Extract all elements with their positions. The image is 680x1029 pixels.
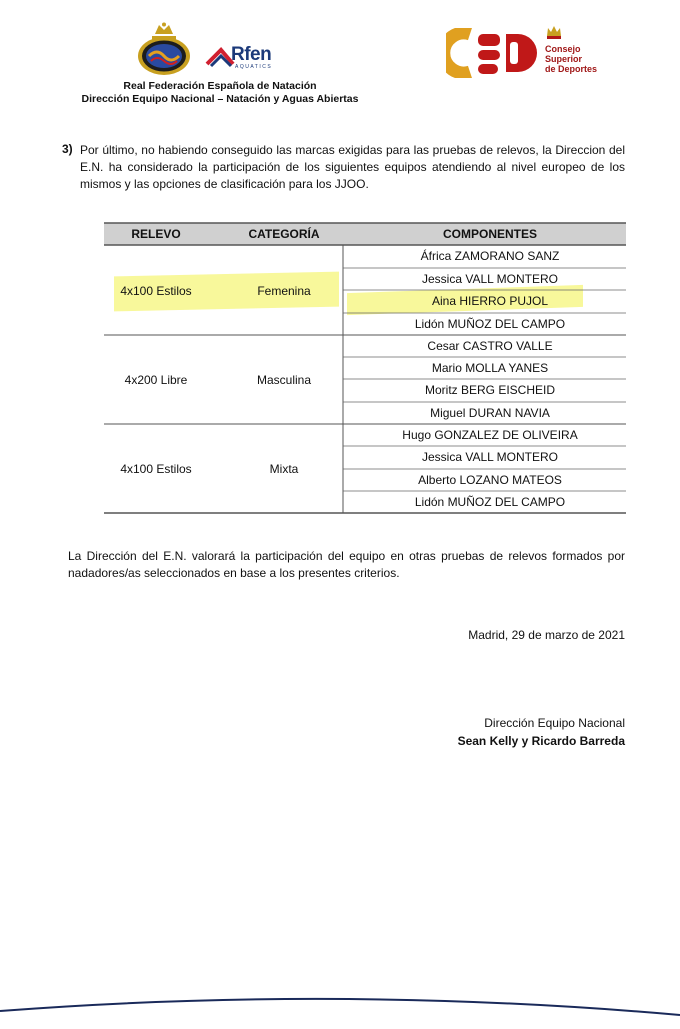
member-cell: Hugo GONZALEZ DE OLIVEIRA bbox=[402, 428, 578, 442]
csd-line: Superior bbox=[545, 54, 583, 64]
org-department: Dirección Equipo Nacional – Natación y Aguas Abiertas bbox=[81, 93, 359, 105]
csd-name bbox=[545, 44, 615, 74]
crown-icon bbox=[545, 22, 563, 40]
group-relevo: 4x100 Estilos bbox=[120, 462, 192, 476]
member-cell: Alberto LOZANO MATEOS bbox=[418, 473, 562, 487]
signature-department: Dirección Equipo Nacional bbox=[484, 716, 625, 730]
intro-paragraph: Por último, no habiendo conseguido las marcas exigidas para las pruebas de relevos, la Direccion del E.N. ha considerado la participación de los siguientes equipos atendiendo al nivel europeo de los mismos y las opciones de clasificación para los JJOO. bbox=[80, 143, 625, 191]
rfen-logo-icon bbox=[205, 44, 297, 72]
member-cell: Moritz BERG EISCHEID bbox=[424, 383, 556, 397]
group-relevo: 4x200 Libre bbox=[124, 373, 188, 387]
member-cell: Lidón MUÑOZ DEL CAMPO bbox=[414, 317, 566, 331]
org-header bbox=[70, 80, 370, 106]
member-cell: Miguel DURAN NAVIA bbox=[430, 406, 550, 420]
member-cell: Jessica VALL MONTERO bbox=[421, 450, 559, 464]
member-cell: África ZAMORANO SANZ bbox=[420, 249, 560, 263]
csd-logo-icon bbox=[446, 28, 538, 78]
document-date: Madrid, 29 de marzo de 2021 bbox=[468, 628, 625, 642]
group-relevo: 4x100 Estilos bbox=[120, 284, 192, 298]
rfen-subtitle: AQUATICS bbox=[235, 64, 273, 70]
member-cell: Mario MOLLA YANES bbox=[431, 361, 549, 375]
member-cell: Jessica VALL MONTERO bbox=[421, 272, 559, 286]
group-categoria: Femenina bbox=[257, 284, 311, 298]
header-relevo: RELEVO bbox=[131, 227, 181, 241]
member-cell: Aina HIERRO PUJOL bbox=[431, 294, 549, 308]
closing-paragraph: La Dirección del E.N. valorará la participación del equipo en otras pruebas de relevos formados por nadadores/as seleccionados en base a los presentes criterios. bbox=[68, 549, 625, 580]
rfen-wordmark: Rfen bbox=[231, 44, 272, 65]
section-number: 3) bbox=[62, 142, 73, 156]
member-cell: Cesar CASTRO VALLE bbox=[427, 339, 553, 353]
org-name: Real Federación Española de Natación bbox=[123, 80, 317, 92]
member-cell: Lidón MUÑOZ DEL CAMPO bbox=[414, 495, 566, 509]
group-categoria: Masculina bbox=[256, 373, 312, 387]
footer-curve bbox=[0, 985, 680, 1024]
header-categoria: CATEGORÍA bbox=[248, 227, 320, 241]
rfen-crest-icon bbox=[135, 22, 193, 78]
csd-line: Consejo bbox=[545, 44, 581, 54]
relay-table bbox=[104, 221, 626, 514]
group-categoria: Mixta bbox=[269, 462, 299, 476]
header-componentes: COMPONENTES bbox=[442, 227, 538, 241]
csd-line: de Deportes bbox=[545, 64, 598, 74]
signature-names: Sean Kelly y Ricardo Barreda bbox=[457, 734, 625, 748]
